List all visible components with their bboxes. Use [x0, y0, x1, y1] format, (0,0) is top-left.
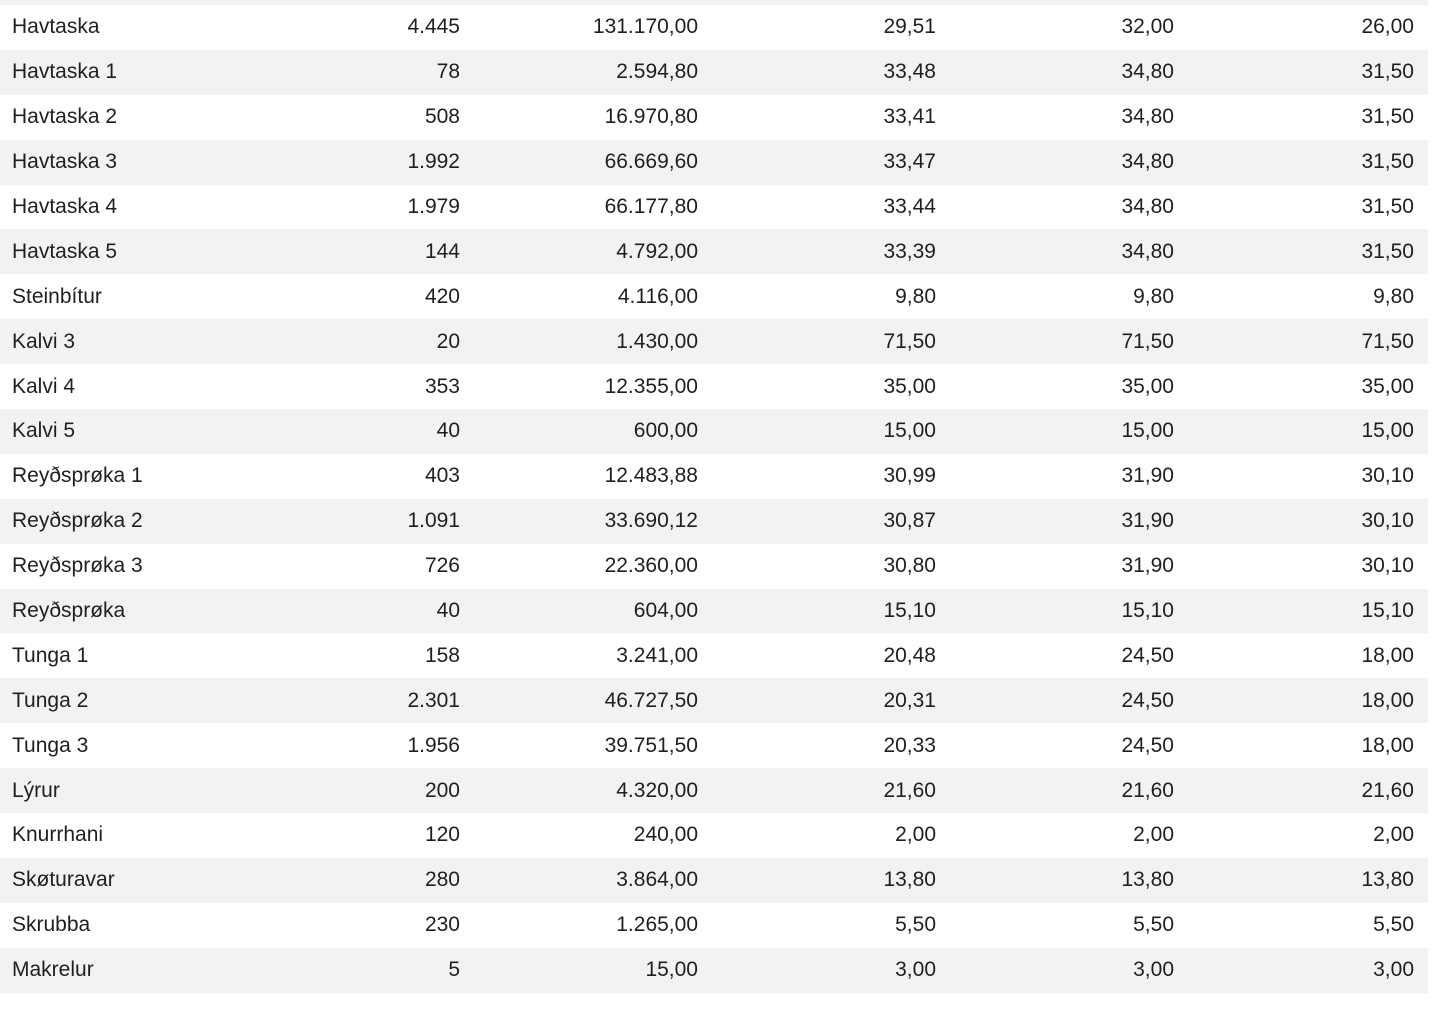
cell-value: 4.116,00: [617, 284, 698, 308]
cell-species: Tunga 3: [12, 733, 89, 757]
table-row: [0, 723, 1428, 768]
cell-quantity: 200: [424, 778, 460, 802]
cell-quantity: 726: [424, 554, 460, 578]
table-row: [0, 454, 1428, 499]
cell-value: 15,00: [645, 958, 698, 982]
cell-value: 16.970,80: [604, 105, 698, 129]
cell-avg-price: 2,00: [895, 823, 936, 847]
cell-species: Lýrur: [12, 778, 60, 802]
cell-avg-price: 15,00: [883, 419, 936, 443]
cell-max-price: 34,80: [1121, 239, 1174, 263]
cell-max-price: 31,90: [1121, 554, 1174, 578]
cell-max-price: 15,00: [1121, 419, 1174, 443]
cell-species: Kalvi 5: [12, 419, 76, 443]
cell-value: 22.360,00: [604, 554, 698, 578]
cell-quantity: 508: [424, 105, 460, 129]
cell-min-price: 31,50: [1361, 150, 1414, 174]
cell-species: Knurrhani: [12, 823, 104, 847]
cell-value: 12.355,00: [604, 374, 698, 398]
cell-species: Reyðsprøka 3: [12, 554, 143, 578]
cell-value: 1.265,00: [616, 913, 698, 937]
cell-species: Tunga 1: [12, 643, 89, 667]
table-row: [0, 678, 1428, 723]
cell-species: Reyðsprøka: [12, 599, 126, 623]
cell-quantity: 4.445: [407, 15, 460, 39]
cell-max-price: 31,90: [1121, 464, 1174, 488]
cell-max-price: 32,00: [1121, 15, 1174, 39]
cell-min-price: 31,50: [1361, 60, 1414, 84]
cell-min-price: 18,00: [1361, 733, 1414, 757]
cell-min-price: 31,50: [1361, 195, 1414, 218]
cell-avg-price: 21,60: [883, 778, 936, 802]
table-row: [0, 364, 1428, 409]
cell-species: Reyðsprøka 1: [12, 464, 143, 488]
cell-max-price: 34,80: [1121, 105, 1174, 129]
table-row: [0, 409, 1428, 454]
cell-min-price: 9,80: [1373, 284, 1414, 308]
cell-value: 4.320,00: [616, 778, 698, 802]
table-row: [0, 768, 1428, 813]
cell-quantity: 353: [424, 374, 460, 398]
cell-quantity: 40: [436, 599, 460, 623]
cell-species: Reyðsprøka 2: [12, 509, 143, 533]
cell-avg-price: 33,47: [883, 150, 936, 174]
cell-min-price: 35,00: [1361, 374, 1414, 398]
cell-avg-price: 9,80: [895, 284, 936, 308]
cell-avg-price: 3,00: [895, 958, 936, 982]
cell-avg-price: 29,51: [883, 15, 936, 39]
cell-quantity: 2.301: [407, 688, 460, 712]
cell-species: Skøturavar: [12, 868, 115, 892]
cell-value: 604,00: [633, 599, 698, 623]
cell-value: 66.177,80: [604, 195, 698, 218]
table-row: [0, 589, 1428, 634]
cell-max-price: 9,80: [1133, 284, 1174, 308]
cell-max-price: 13,80: [1121, 868, 1174, 892]
cell-avg-price: 30,87: [883, 509, 936, 533]
cell-min-price: 30,10: [1361, 554, 1414, 578]
table-row: [0, 229, 1428, 274]
cell-min-price: 30,10: [1361, 464, 1414, 488]
table-row: [0, 140, 1428, 185]
cell-value: 4.792,00: [616, 239, 698, 263]
cell-avg-price: 71,50: [883, 329, 936, 353]
cell-species: Tunga 2: [12, 688, 89, 712]
cell-max-price: 15,10: [1121, 599, 1174, 623]
cell-max-price: 34,80: [1121, 150, 1174, 174]
table-row: [0, 948, 1428, 993]
cell-min-price: 31,50: [1361, 239, 1414, 263]
table-row: [0, 858, 1428, 903]
cell-quantity: 280: [424, 868, 460, 892]
table-row: [0, 544, 1428, 589]
cell-value: 12.483,88: [604, 464, 698, 488]
cell-avg-price: 15,10: [883, 599, 936, 623]
cell-species: Havtaska: [12, 15, 100, 39]
cell-max-price: 5,50: [1133, 913, 1174, 937]
cell-value: 39.751,50: [604, 733, 698, 757]
cell-quantity: 1.979: [407, 195, 460, 218]
cell-max-price: 24,50: [1121, 688, 1174, 712]
cell-species: Havtaska 4: [12, 195, 118, 218]
table-row: [0, 903, 1428, 948]
cell-species: Kalvi 3: [12, 329, 76, 353]
cell-quantity: 1.992: [407, 150, 460, 174]
cell-avg-price: 30,80: [883, 554, 936, 578]
cell-avg-price: 20,31: [883, 688, 936, 712]
table-row: [0, 95, 1428, 140]
cell-min-price: 5,50: [1373, 913, 1414, 937]
table-row: [0, 274, 1428, 319]
cell-species: Steinbítur: [12, 284, 102, 308]
cell-quantity: 403: [424, 464, 460, 488]
cell-value: 131.170,00: [592, 15, 698, 39]
cell-value: 46.727,50: [604, 688, 698, 712]
cell-max-price: 34,80: [1121, 195, 1174, 218]
cell-quantity: 230: [424, 913, 460, 937]
cell-avg-price: 13,80: [883, 868, 936, 892]
cell-quantity: 78: [436, 60, 460, 84]
cell-max-price: 24,50: [1121, 733, 1174, 757]
cell-avg-price: 33,48: [883, 60, 936, 84]
cell-min-price: 21,60: [1361, 778, 1414, 802]
price-table-container: [0, 5, 1428, 993]
table-row: [0, 813, 1428, 858]
cell-min-price: 15,10: [1361, 599, 1414, 623]
cell-avg-price: 33,41: [883, 105, 936, 129]
cell-value: 3.864,00: [616, 868, 698, 892]
cell-min-price: 3,00: [1373, 958, 1414, 982]
price-table-body: [0, 5, 1428, 993]
table-row: [0, 5, 1428, 50]
cell-min-price: 18,00: [1361, 688, 1414, 712]
table-row: [0, 319, 1428, 364]
cell-value: 600,00: [633, 419, 698, 443]
cell-avg-price: 20,33: [883, 733, 936, 757]
cell-min-price: 30,10: [1361, 509, 1414, 533]
table-row: [0, 633, 1428, 678]
cell-quantity: 20: [436, 329, 460, 353]
cell-max-price: 35,00: [1121, 374, 1174, 398]
cell-value: 66.669,60: [604, 150, 698, 174]
cell-quantity: 1.091: [407, 509, 460, 533]
cell-species: Havtaska 3: [12, 150, 118, 174]
cell-species: Skrubba: [12, 913, 91, 937]
cell-quantity: 144: [424, 239, 460, 263]
cell-max-price: 21,60: [1121, 778, 1174, 802]
cell-value: 240,00: [633, 823, 698, 847]
price-table: [0, 5, 1428, 993]
cell-avg-price: 33,39: [883, 239, 936, 263]
cell-min-price: 18,00: [1361, 643, 1414, 667]
table-row: [0, 50, 1428, 95]
cell-quantity: 5: [448, 958, 460, 982]
cell-species: Kalvi 4: [12, 374, 76, 398]
cell-min-price: 13,80: [1361, 868, 1414, 892]
cell-max-price: 31,90: [1121, 509, 1174, 533]
table-row: [0, 499, 1428, 544]
cell-min-price: 2,00: [1373, 823, 1414, 847]
cell-max-price: 2,00: [1133, 823, 1174, 847]
cell-species: Havtaska 2: [12, 105, 118, 129]
cell-avg-price: 5,50: [895, 913, 936, 937]
cell-min-price: 71,50: [1361, 329, 1414, 353]
table-row: [0, 185, 1428, 230]
cell-min-price: 26,00: [1361, 15, 1414, 39]
cell-species: Havtaska 1: [12, 60, 118, 84]
cell-max-price: 3,00: [1133, 958, 1174, 982]
cell-avg-price: 35,00: [883, 374, 936, 398]
cell-quantity: 420: [424, 284, 460, 308]
cell-value: 3.241,00: [616, 643, 698, 667]
cell-avg-price: 20,48: [883, 643, 936, 667]
cell-quantity: 120: [424, 823, 460, 847]
cell-species: Makrelur: [12, 958, 94, 982]
cell-max-price: 71,50: [1121, 329, 1174, 353]
cell-value: 1.430,00: [616, 329, 698, 353]
cell-avg-price: 30,99: [883, 464, 936, 488]
cell-quantity: 158: [424, 643, 460, 667]
cell-max-price: 24,50: [1121, 643, 1174, 667]
cell-species: Havtaska 5: [12, 239, 118, 263]
cell-min-price: 15,00: [1361, 419, 1414, 443]
cell-avg-price: 33,44: [883, 195, 936, 218]
cell-quantity: 40: [436, 419, 460, 443]
cell-min-price: 31,50: [1361, 105, 1414, 129]
cell-value: 2.594,80: [616, 60, 698, 84]
cell-max-price: 34,80: [1121, 60, 1174, 84]
cell-quantity: 1.956: [407, 733, 460, 757]
cell-value: 33.690,12: [604, 509, 698, 533]
